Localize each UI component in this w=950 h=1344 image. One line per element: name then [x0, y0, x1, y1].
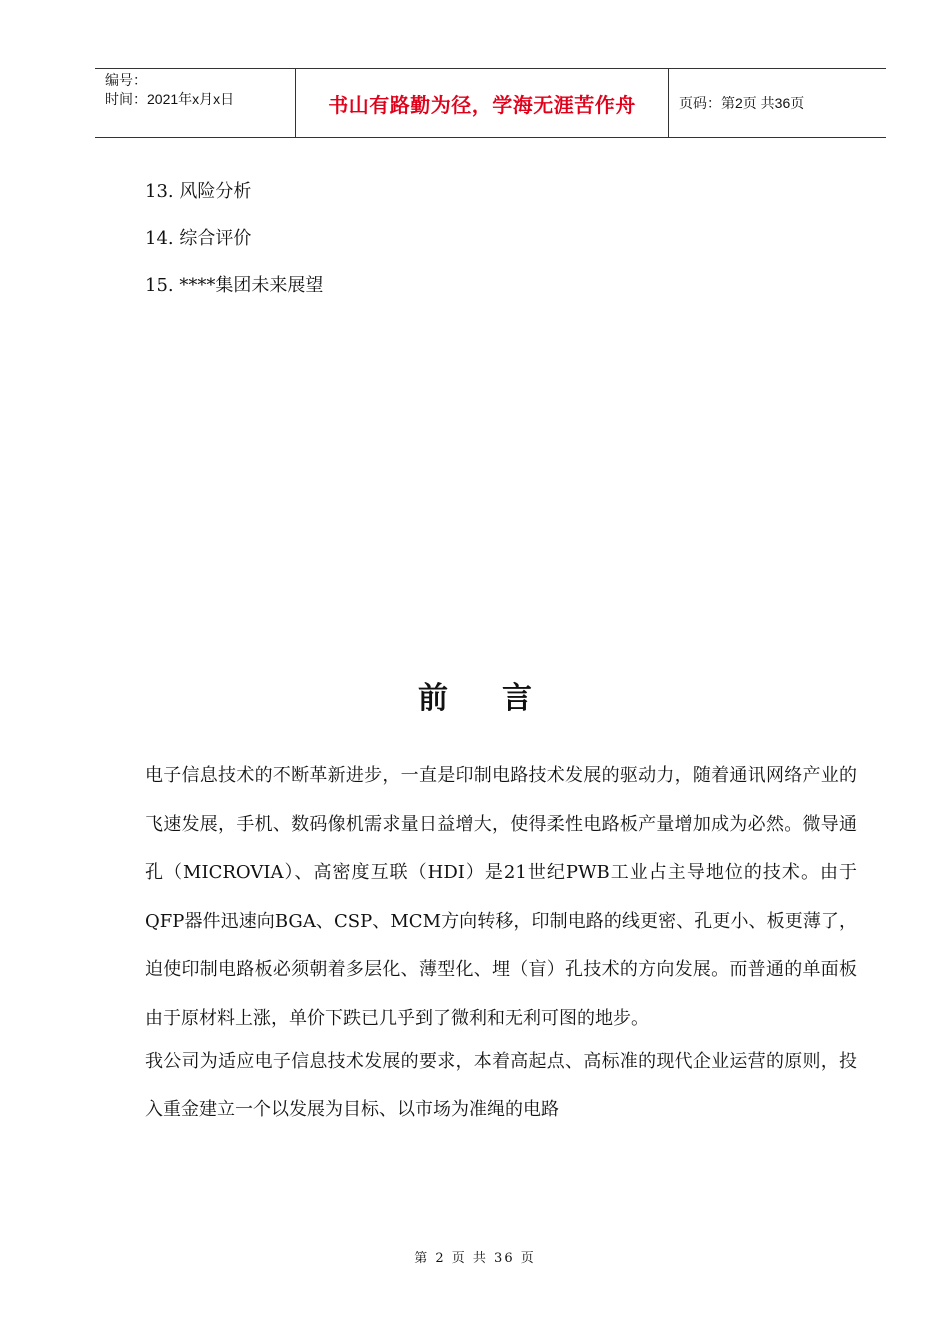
toc-item: 15. ****集团未来展望 [145, 275, 324, 296]
page-footer: 第 2 页 共 36 页 [414, 1251, 536, 1266]
toc-item: 13. 风险分析 [145, 181, 252, 202]
body-paragraph: 我公司为适应电子信息技术发展的要求，本着高起点、高标准的现代企业运营的原则，投入重金建立一个以发展为目标、以市场为准绳的电路 [145, 1050, 857, 1121]
header-motto-cell [296, 69, 669, 137]
toc-item: 14. 综合评价 [145, 228, 252, 249]
header-motto: 书山有路勤为径，学海无涯苦作舟 [328, 92, 636, 117]
header-page-label: 页码：第2页 共36页 [679, 95, 805, 111]
section-title: 前言 [418, 681, 586, 716]
table-of-contents [145, 168, 323, 309]
header-meta-cell [95, 69, 296, 137]
document-number-label: 编号： [105, 72, 147, 88]
body-text [145, 752, 857, 1135]
document-header [95, 68, 886, 138]
document-time-label: 时间：2021年x月x日 [105, 91, 235, 107]
header-page-cell [669, 69, 886, 137]
body-paragraph: 电子信息技术的不断革新进步，一直是印制电路技术发展的驱动力，随着通讯网络产业的飞速发展，手机、数码像机需求量日益增大，使得柔性电路板产量增加成为必然。微导通孔（MICROVIA）、高密度互联（HDI）是21世纪PWB工业占主导地位的技术。由于QFP器件迅速向BGA、CSP、MCM方向转移，印制电路的线更密、孔更小、板更薄了，迫使印制电路板必须朝着多层化、薄型化、埋（盲）孔技术的方向发展。而普通的单面板由于原材料上涨，单价下跌已几乎到了微利和无利可图的地步。 [145, 765, 857, 1029]
